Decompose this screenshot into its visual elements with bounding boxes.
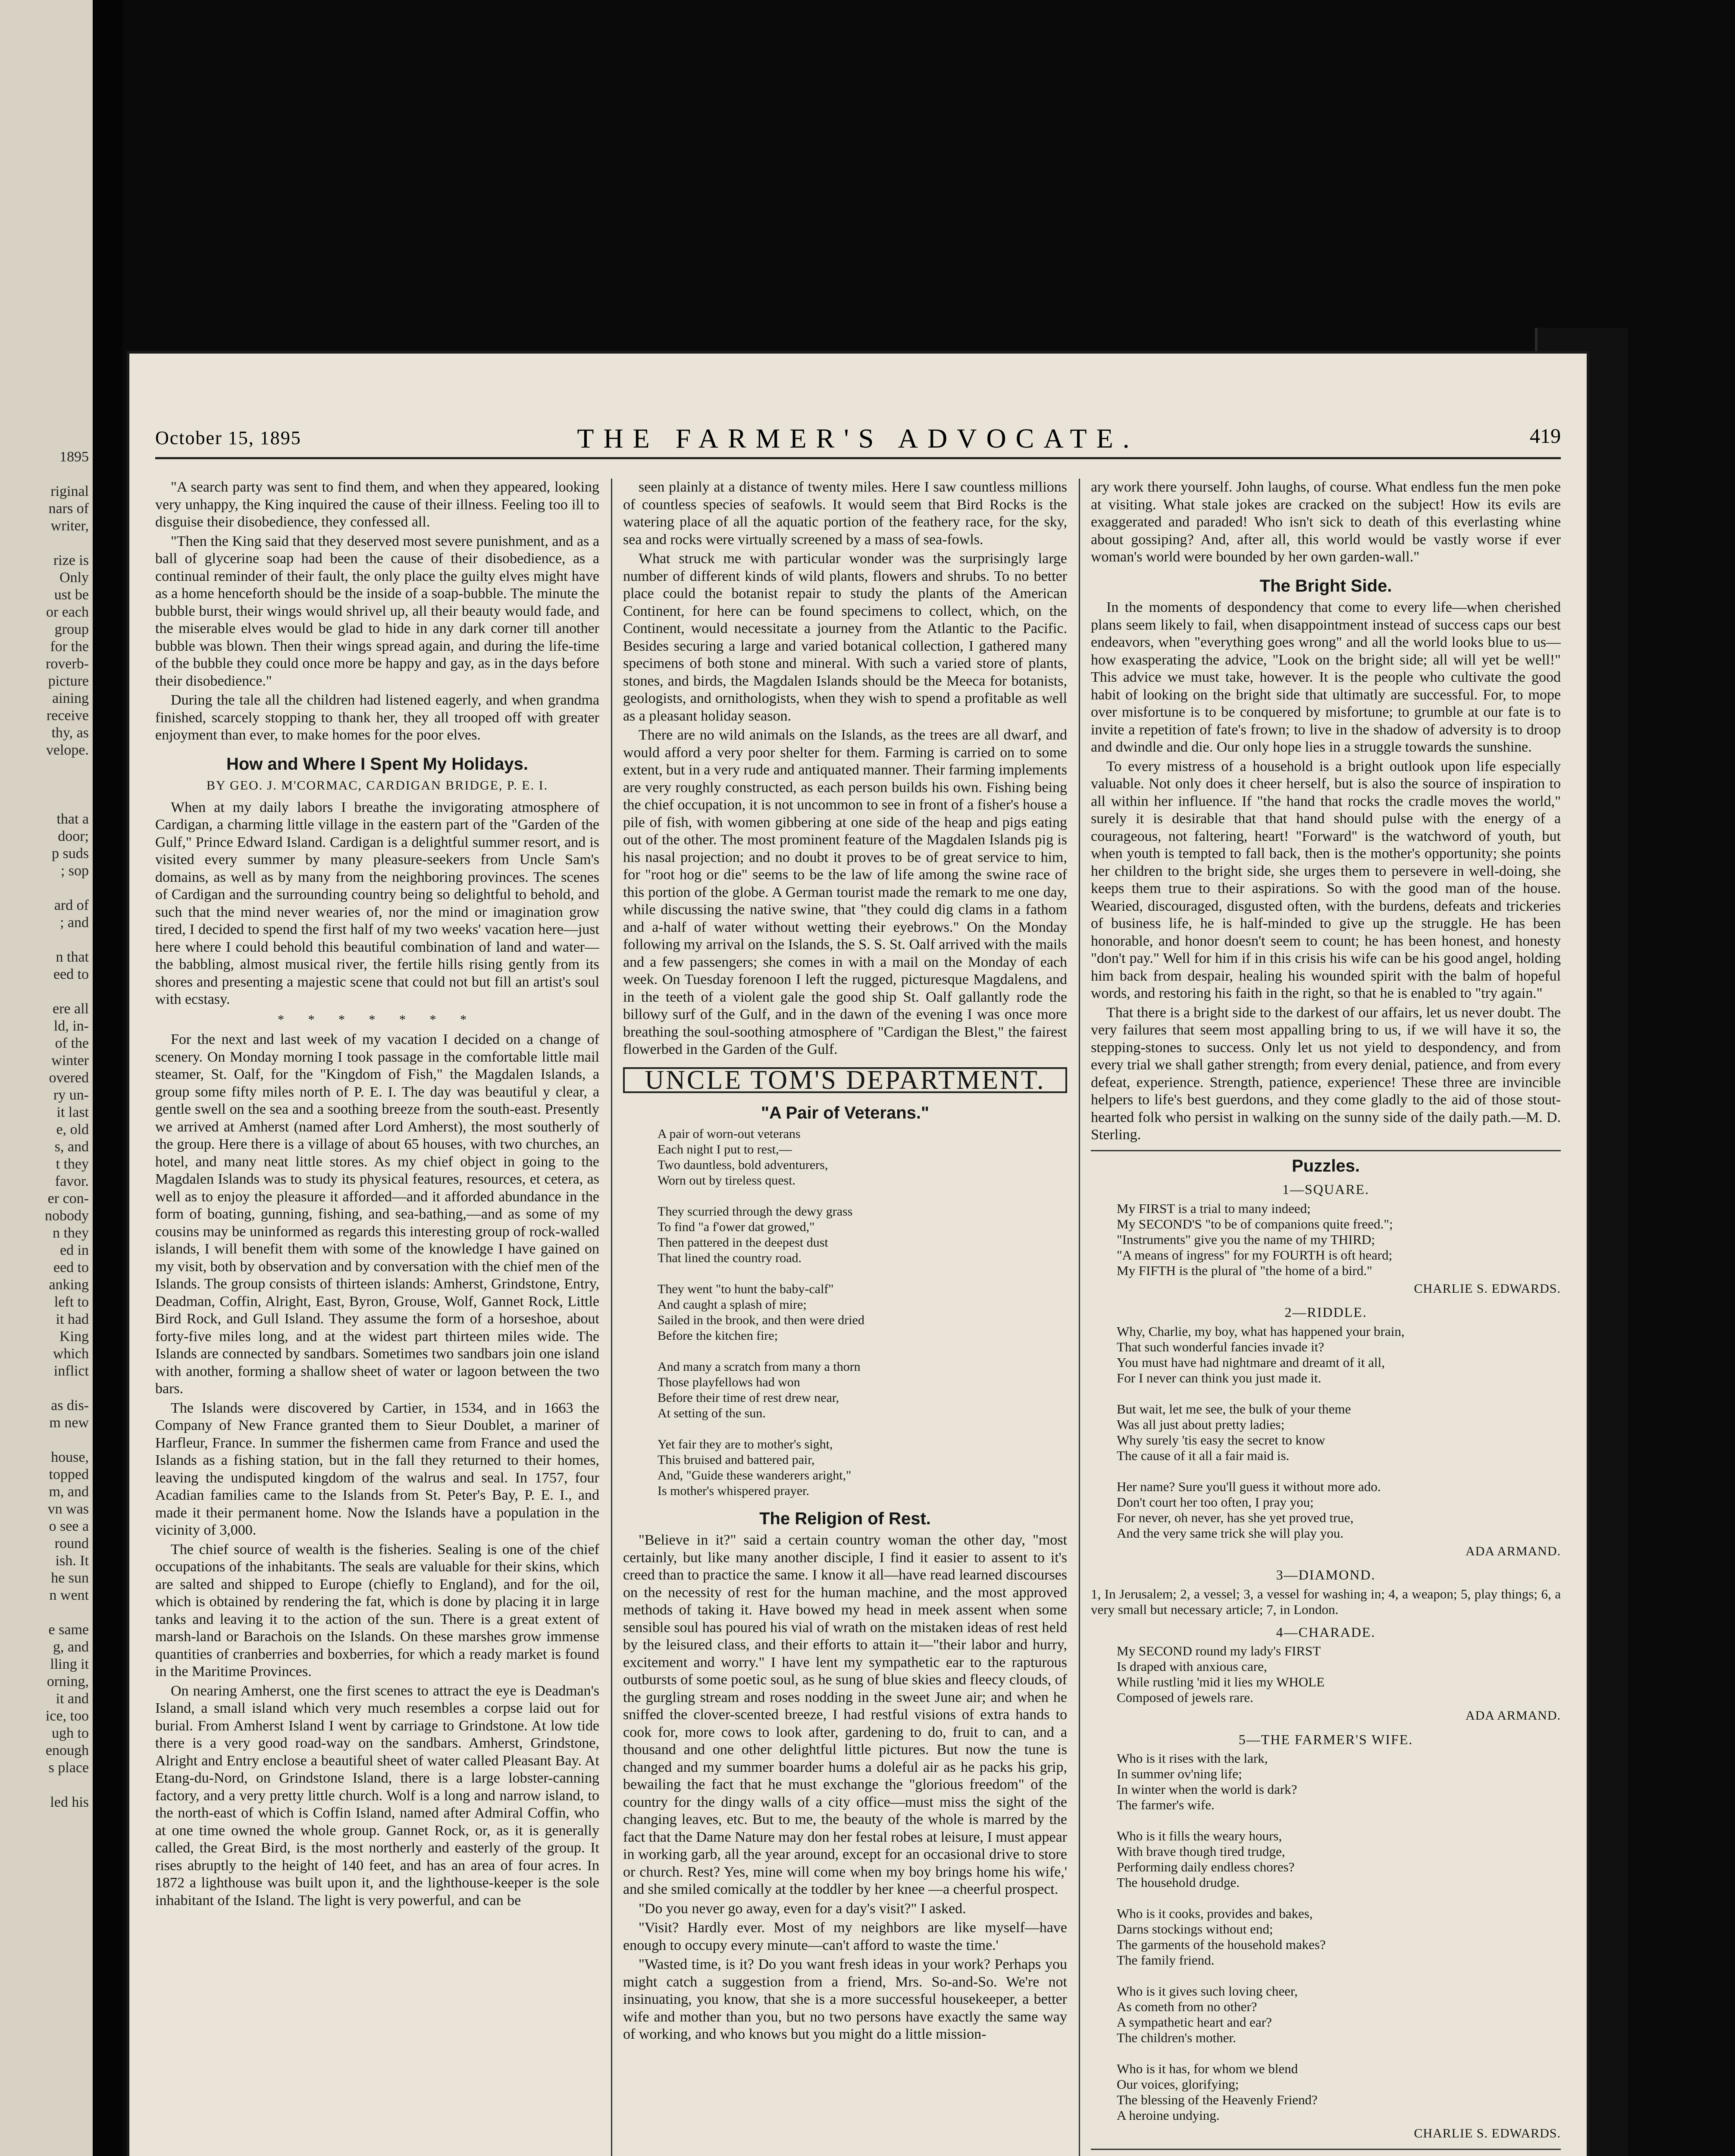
puzzle-heading: 4—CHARADE. [1276, 1624, 1376, 1640]
article-title-holidays: How and Where I Spent My Holidays. [226, 754, 529, 774]
article-paragraph: To every mistress of a household is a bright outlook upon life especially valuable. Not only does it cheer herself, but is also the source of inspiration to all within her influence. If "the hand that rocks the cradle moves the world," surely it is desirable that that hand should pulse with the energy of a courageous, not faltering, heart! "Forward" is the watchword of youth, but when youth is tempted to fall back, then is the mother's opportunity; she points her children to the bright side, she urges them to persevere in well-doing, she keeps them true to their aspirations. So with the good man of the house. Wearied, discouraged, disgusted often, with the burdens, defeats and trickeries of business life, he is half-minded to give up the struggle. He has been honorable, and honor doesn't seem to count; he has been honest, and honesty "don't pay." Well for him if in this crisis his wife can be his good angel, holding him back from despair, healing his wounded spirit with the balm of hopeful words, and restoring his faith in the right, so that he is enabled to "try again." [1091, 758, 1561, 1001]
puzzle-heading: 3—DIAMOND. [1276, 1567, 1376, 1583]
article-paragraph: "Do you never go away, even for a day's visit?" I asked. [639, 1900, 966, 1917]
puzzle-text: 1, In Jerusalem; 2, a vessel; 3, a vessel for washing in; 4, a weapon; 5, play things; 6, a very small but necessary article; 7, in London. [1091, 1586, 1561, 1617]
column-2 [623, 479, 1067, 2156]
section-rule [1091, 2149, 1561, 2150]
article-paragraph: The Islands were discovered by Cartier, in 1534, and in 1663 the Company of New France granted them to Sieur Doublet, a mariner of Harfleur, France. In summer the fishermen came from France and used the Islands as a fishing station, but in the fall they returned to their homes, leaving the undisputed kingdom of the walrus and seal. In 1757, four Acadian families came to the Islands from St. Peter's Bay, P. E. I., and made it their permanent home. Now the Islands have a population in the vicinity of 3,000. [155, 1400, 599, 1538]
puzzle-heading: 5—THE FARMER'S WIFE. [1238, 1731, 1413, 1747]
article-paragraph: "Visit? Hardly ever. Most of my neighbors are like myself—have enough to occupy every minute—can't afford to waste the time.' [623, 1920, 1067, 1953]
article-title-rest: The Religion of Rest. [759, 1509, 931, 1528]
department-heading: UNCLE TOM'S DEPARTMENT. [623, 1067, 1067, 1094]
article-columns [155, 479, 1561, 2156]
puzzle-text: Why, Charlie, my boy, what has happened your brain, That such wonderful fancies invade it? You must have had nightmare and dreamt of it all, For I never can think you just made it. But wait, let me see, the bulk of your theme Was all just about pretty ladies; Why surely 'tis easy the secret to know The cause of it all a fair maid is. Her name? Sure you'll guess it without more ado. Don't court her too often, I pray you; For never, oh never, has she yet proved true, And the very same trick she will play you. [1117, 1323, 1405, 1541]
story-paragraph: During the tale all the children had listened eagerly, and when grandma finished, scarcely stopping to thank her, they all trooped off with greater enjoyment than ever, to make homes for the poor elves. [155, 692, 599, 743]
article-paragraph: The chief source of wealth is the fisheries. Sealing is one of the chief occupations of the inhabitants. The seals are valuable for their skins, which are salted and shipped to Europe (chiefly to England), and for the oil, which is obtained by rendering the fat, which is done by placing it in large tanks and leaving it to the action of the sun. There is a great extent of marsh-land or Barachois on the Islands. On these marshes grow immense quantities of cranberries and boxberries, for which a ready market is found in the Maritime Provinces. [155, 1541, 599, 1680]
article-paragraph: "Believe in it?" said a certain country woman the other day, "most certainly, but like many another disciple, I find it easier to assent to it's creed than to practice the same. I know it all—have read learned discourses on the necessity of rest for the human machine, and the most approved methods of taking it. Have bowed my head in meek assent when some sensible soul has poured his vial of wrath on the mistaken ideas of rest held by the leisured class, and their efforts to attain it—"their labor and hurry, excitement and worry." I have lent my sympathetic ear to the rapturous outbursts of some poetic soul, as he sung of blue skies and fleecy clouds, of the gurgling stream and roses nodding in the sweet June air; and when he sniffed the clover-scented breeze, I had restful visions of extra hands to cook for, more cows to look after, gardening to do, fruit to can, and a thousand and one other delightful little pictures. But now the tune is changed and my summer boarder hums a doleful air as he packs his grip, bewailing the fact that he must exchange the "glorious freedom" of the country for the dingy walls of a city office—must miss the sight of the changing leaves, etc. But to me, the beauty of the whole is marred by the fact that the Dame Nature may don her festal robes at leisure, I must appear in working garb, all the year around, except for an occasional drive to store or church. Rest? Yes, mine will come when my boy brings home his wife,' and she smiled comically at the toddler by her knee —a cheerful prospect. [623, 1532, 1067, 1897]
page-header [155, 423, 1561, 459]
puzzle-text: My SECOND round my lady's FIRST Is draped with anxious care, While rustling 'mid it lies my WHOLE Composed of jewels rare. [1117, 1643, 1325, 1705]
binding-gutter [93, 0, 123, 2156]
story-paragraph: "A search party was sent to find them, and when they appeared, looking very unhappy, the King inquired the cause of their illness. Feeling too ill to disguise their disobedience, they confessed all. [155, 479, 599, 530]
column-divider [1079, 479, 1080, 2156]
page-number: 419 [1530, 425, 1561, 448]
article-paragraph: There are no wild animals on the Islands, as the trees are all dwarf, and would afford a very poor shelter for them. Farming is carried on to some extent, but in a very rude and antiquated manner. Their farming implements are very roughly constructed, as each person builds his own. Fishing being the chief occupation, it is not uncommon to see in front of a fisher's house a pile of fish, with women gibbering at one side of the heap and pigs eating out of the other. The most prominent feature of the Magdalen Islands pig is his nasal projection; and no doubt it proves to be of great service to him, for "root hog or die" seems to be the law of life among the swine race of this portion of the globe. A German tourist made the remark to me one day, while discussing the native swine, that "they could dig clams in a fathom and a-half of water without wetting their eyebrows." On the Monday following my arrival on the Islands, the S. S. St. Oalf arrived with the mails and a few passengers; she comes in with a mail on the Monday of each week. On Tuesday forenoon I left the rugged, picturesque Magdalens, and in the teeth of a violent gale the good ship St. Oalf gallantly rode the billowy surf of the Gulf, and in the dawn of the evening I was once more breathing the soul-soothing atmosphere of "Cardigan the Blest," the fairest flowerbed in the Garden of the Gulf. [623, 727, 1067, 1057]
puzzle-heading: 1—SQUARE. [1282, 1181, 1369, 1197]
section-break: * * * * * * * [278, 1012, 477, 1027]
puzzle-author: CHARLIE S. EDWARDS. [1414, 2126, 1561, 2140]
article-paragraph: On nearing Amherst, one the first scenes to attract the eye is Deadman's Island, a small island which very much resembles a corpse laid out for burial. From Amherst Island I went by carriage to Grindstone. At low tide there is a very good road-way on the sandbars. Amherst, Grindstone, Alright and Entry enclose a beautiful sheet of water called Pleasant Bay. At Etang-du-Nord, on Grindstone Island, there is a large lobster-canning factory, and a very pretty little church. Wolf is a long and narrow island, to the north-east of which is Coffin Island, named after Admiral Coffin, who at one time owned the whole group. Gannet Rock, or, as it is generally called, the Great Bird, is the most northerly and easterly of the group. It rises abruptly to the height of 140 feet, and has an area of four acres. In 1872 a lighthouse was built upon it, and the lighthouse-keeper is the sole inhabitant of the Island. The light is very powerful, and can be [155, 1683, 599, 1908]
newspaper-page [129, 354, 1587, 2156]
masthead-title: THE FARMER'S ADVOCATE. [577, 423, 1139, 454]
puzzles-title: Puzzles. [1292, 1156, 1360, 1175]
article-paragraph: That there is a bright side to the darkest of our affairs, let us never doubt. The very failures that seem most appalling bring to us, if we will have it so, the stepping-stones to success. Only let us not yield to despondency, and from every trial we shall gather strength; from every denial, patience, and from every defeat, experience. Strength, patience, experience! These three are invincible helpers to life's best guerdons, and they come gladly to the aid of those stout-hearted folk who persist in walking on the sunny side of the daily path.—M. D. Sterling. [1091, 1004, 1561, 1143]
adjacent-page-strip [0, 0, 93, 2156]
article-paragraph: "Wasted time, is it? Do you want fresh ideas in your work? Perhaps you might catch a suggestion from a friend, Mrs. So-and-So. We're not insinuating, you know, that she is a more successful housekeeper, a better wife and mother than you, but no two persons have exactly the same way of working, and who knows but you might do a little mission- [623, 1956, 1067, 2042]
puzzle-author: ADA ARMAND. [1465, 1708, 1561, 1723]
column-1 [155, 479, 599, 2156]
article-paragraph: seen plainly at a distance of twenty miles. Here I saw countless millions of countless species of seafowls. It would seem that Bird Rocks is the watering place of all the aquatic portion of the feathery race, for the sky, sea and rocks were virtually screened by a mass of sea-fowls. [623, 479, 1067, 548]
section-rule [1091, 1150, 1561, 1151]
column-3 [1091, 479, 1561, 2156]
poem-text: A pair of worn-out veterans Each night I put to rest,— Two dauntless, bold adventurers, Worn out by tireless quest. They scurried through the dewy grass To find "a f'ower dat growed," Then pattered in the deepest dust That lined the country road. They went "to hunt the baby-calf" And caught a splash of mire; Sailed in the brook, and then were dried Before the kitchen fire; And many a scratch from many a thorn Those playfellows had won Before their time of rest drew near, At setting of the sun. Yet fair they are to mother's sight, This bruised and battered pair, And, "Guide these wanderers aright," Is mother's whispered prayer. [658, 1126, 864, 1498]
column-divider [611, 479, 612, 2156]
puzzle-author: CHARLIE S. EDWARDS. [1414, 1281, 1561, 1296]
puzzle-heading: 2—RIDDLE. [1284, 1304, 1367, 1320]
article-paragraph: What struck me with particular wonder was the surprisingly large number of different kinds of wild plants, flowers and shrubs. To no better place could the botanist repair to study the plants of the American Continent, for here can be found specimens to collect, which, on the Continent, would necessitate a journey from the Atlantic to the Pacific. Besides securing a large and varied botanical collection, I gathered many specimens of both stone and mineral. With such a varied store of plants, stones, and birds, the Magdalen Islands should be the Meeca for botanists, geologists, and ornithologists, when they wish to spend a profitable as well as a pleasant holiday season. [623, 551, 1067, 724]
article-byline: BY GEO. J. M'CORMAC, CARDIGAN BRIDGE, P. E. I. [206, 778, 548, 793]
puzzle-text: Who is it rises with the lark, In summer ov'ning life; In winter when the world is dark? The farmer's wife. Who is it fills the weary hours, With brave though tired trudge, Performing daily endless chores? The household drudge. Who is it cooks, provides and bakes, Darns stockings without end; The garments of the household makes? The family friend. Who is it gives such loving cheer, As cometh from no other? A sympathetic heart and ear? The children's mother. Who is it has, for whom we blend Our voices, glorifying; The blessing of the Heavenly Friend? A heroine undying. [1117, 1751, 1326, 2123]
article-paragraph: When at my daily labors I breathe the invigorating atmosphere of Cardigan, a charming little village in the eastern part of the "Garden of the Gulf," Prince Edward Island. Cardigan is a delightful summer resort, and is visited every summer by many pleasure-seekers from Uncle Sam's domains, as well as by many from the neighboring provinces. The scenes of Cardigan and the surrounding country being so delightful to behold, and such that the mind never wearies of, nor the mind or imagination grow tired, I decided to spend the first half of my two weeks' vacation here—just here where I could behold this beautiful combination of land and water—the babbling, almost musical river, the fertile hills rising gently from its shores and presenting a majestic scene that could not but fill an artist's soul with ecstasy. [155, 799, 599, 1007]
article-paragraph: ary work there yourself. John laughs, of course. What endless fun the men poke at visiting. What stale jokes are cracked on the subject! How its evils are exaggerated and paraded! Who isn't sick to death of this everlasting whine about gossiping? And, after all, this world would be vastly worse if ever woman's world were bounded by her own garden-wall." [1091, 479, 1561, 565]
article-paragraph: In the moments of despondency that come to every life—when cherished plans seem likely to fail, when disappointment instead of success caps our best endeavors, when "everything goes wrong" and all the world looks blue to us—how exasperating the advice, "Look on the bright side; all will yet be well!" This advice we must take, however. It is the people who cultivate the good habit of looking on the bright side that ultimatly are successful. For, to mope over misfortune is to be conquered by misfortune; to grumble at our fate is to invite a repetition of fate's frown; to live in the shadow of adversity is to droop and dwindle and die. Our only hope lies in a struggle towards the sunshine. [1091, 599, 1561, 755]
article-paragraph: For the next and last week of my vacation I decided on a change of scenery. On Monday morning I took passage in the comfortable little mail steamer, St. Oalf, for the "Kingdom of Fish," the Magdalen Islands, a group some fifty miles north of P. E. I. The day was beautiful y clear, a gentle swell on the sea and a soothing breeze from the south-east. Presently we arrived at Amherst (named after Lord Amherst), the most southerly of the group. Here there is a village of about 65 houses, with two churches, an hotel, and many neat little stores. As my chief object in going to the Magdalen Islands was to study its physical features, resources, et cetera, as well as to enjoy the pleasure it afforded—and it afforded abundance in the form of boating, gunning, fishing, and sea-bathing,—and as some of my cousins may be uninformed as regards this interesting group of rock-walled islands, I will benefit them with some of the knowledge I have gained on my visit, both by observation and by conversation with the chief men of the Islands. The group consists of thirteen islands: Amherst, Grindstone, Entry, Deadman, Coffin, Alright, East, Byron, Grouse, Wolf, Gannet Rock, Little Bird Rock, and Gull Island. They assume the form of a horseshoe, about forty-five miles long, and at the widest part thirteen miles wide. The Islands are connected by sandbars. Sometimes two sandbars join one island with another, forming a shallow sheet of water or lagoon between the two bars. [155, 1031, 599, 1397]
puzzle-author: ADA ARMAND. [1465, 1544, 1561, 1558]
story-paragraph: "Then the King said that they deserved most severe punishment, and as a ball of glycerine soap had been the cause of their disobedience, as a continual reminder of their fault, the only place the guilty elves might have as a home henceforth should be the inside of a soap-bubble. The minute the bubble burst, their wings would shrivel up, all their beauty would fade, and the miserable elves would be glad to hide in any dark corner till another bubble was blown. Then their wings spread again, and during the life-time of the bubble they could once more be happy and gay, as in the days before their disobedience." [155, 533, 599, 689]
issue-date: October 15, 1895 [155, 427, 301, 448]
adjacent-page-text: 1895 riginal nars of writer, rize is Only ust be or each group for the roverb- picture aining receive thy, as velope. that a door; p suds ; sop ard of ; and n that eed to ere all ld, in- of the winter overed ry un- it last e, old s, and t they favor. er con- nobody n they ed in eed to anking left to it had King which inflict as dis- m new house, topped m, and vn was o see a round ish. It he sun n went e same g, and lling it orning, it and ice, too ugh to enough s place led his [45, 449, 89, 1810]
poem-title: "A Pair of Veterans." [761, 1103, 929, 1122]
article-title-bright-side: The Bright Side. [1259, 576, 1392, 595]
puzzle-text: My FIRST is a trial to many indeed; My SECOND'S "to be of companions quite freed."; "Instruments" give you the name of my THIRD; "A means of ingress" for my FOURTH is oft heard; My FIFTH is the plural of "the home of a bird." [1117, 1200, 1393, 1278]
